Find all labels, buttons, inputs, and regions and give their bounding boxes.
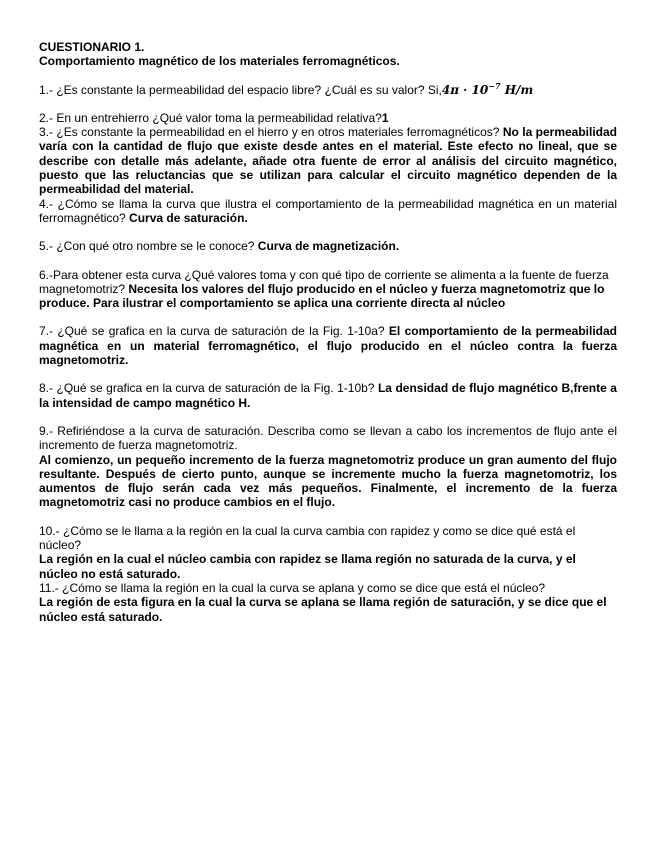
question-11: 11.- ¿Cómo se llama la región en la cual la curva se aplana y como se dice que está el núcleo? bbox=[39, 580, 546, 595]
question-2 bbox=[39, 111, 617, 125]
question-2-answer: 1 bbox=[381, 110, 389, 125]
permeability-formula bbox=[441, 80, 534, 97]
question-4-answer: Curva de saturación. bbox=[129, 210, 248, 225]
question-1-text: 1.- ¿Es constante la permeabilidad del espacio libre? ¿Cuál es su valor? Si, bbox=[39, 82, 442, 97]
question-4 bbox=[39, 197, 617, 226]
formula-exponent: −7 bbox=[488, 80, 501, 91]
question-3-text: 3.- ¿Es constante la permeabilidad en el hierro y en otros materiales ferromagnéticos? bbox=[39, 125, 503, 140]
question-8-text: 8.- ¿Qué se grafica en la curva de saturación de la Fig. 1-10b? bbox=[39, 381, 378, 396]
formula-unit: H/m bbox=[504, 82, 534, 97]
question-10-answer: La región en la cual el núcleo cambia con rapidez se llama región no saturada de la curva, y el núcleo no está saturado. bbox=[39, 552, 576, 581]
question-9-answer: Al comienzo, un pequeño incremento de la fuerza magnetomotriz produce un gran aumento del flujo resultante. Después de cierto punto, aunque se incremente mucho la fuerza magnetomotriz, los aumentos de flujo serán cada vez más pequeños. Finalmente, el incremento de la fuerza magnetomotriz casi no produce cambios en el flujo. bbox=[39, 452, 617, 510]
question-4-text: 4.- ¿Cómo se llama la curva que ilustra el comportamiento de la permeabilidad magnética en un material ferromagnético? bbox=[39, 196, 617, 225]
question-8 bbox=[39, 381, 617, 410]
question-8-answer: La densidad de flujo magnético B,frente a la intensidad de campo magnético H. bbox=[39, 381, 617, 410]
formula-base: 4π · 10 bbox=[441, 82, 489, 97]
document-body bbox=[39, 40, 617, 624]
question-10: 10.- ¿Cómo se le llama a la región en la cual la curva cambia con rapidez y como se dice qué está el núcleo? bbox=[39, 523, 576, 553]
question-5-text: 5.- ¿Con qué otro nombre se le conoce? bbox=[39, 239, 258, 254]
document-subtitle: Comportamiento magnético de los materiales ferromagnéticos. bbox=[39, 54, 400, 69]
question-3 bbox=[39, 125, 617, 196]
question-7-text: 7.- ¿Qué se grafica en la curva de saturación de la Fig. 1-10a? bbox=[39, 324, 389, 339]
question-7 bbox=[39, 324, 617, 367]
question-11-answer: La región de esta figura en la cual la curva se aplana se llama región de saturación, y se dice que el núcleo está saturado. bbox=[39, 595, 607, 624]
question-1 bbox=[39, 80, 617, 97]
question-6-answer: Necesita los valores del flujo producido en el núcleo y fuerza magnetomotriz que lo produce. Para ilustrar el comportamiento se aplica una corriente directa al núcleo bbox=[39, 281, 605, 311]
question-7-answer: El comportamiento de la permeabilidad magnética en un material ferromagnético, el flujo producido en el núcleo contra la fuerza magnetomotriz. bbox=[39, 324, 617, 368]
question-6 bbox=[39, 268, 617, 311]
question-6-text: 6.-Para obtener esta curva ¿Qué valores toma y con qué tipo de corriente se alimenta a la fuente de fuerza magnetomotriz? bbox=[39, 267, 609, 296]
question-5-answer: Curva de magnetización. bbox=[257, 239, 400, 254]
question-5 bbox=[39, 239, 617, 253]
question-9: 9.- Refiriéndose a la curva de saturación. Describa como se llevan a cabo los incrementos de flujo ante el incremento de fuerza magnetomotriz. bbox=[39, 423, 617, 453]
document-title: CUESTIONARIO 1. bbox=[39, 40, 145, 54]
question-2-text: 2.- En un entrehierro ¿Qué valor toma la permeabilidad relativa? bbox=[39, 110, 382, 125]
question-3-answer: No la permeabilidad varía con la cantidad de flujo que existe desde antes en el material. Este efecto no lineal, que se describe con detalle más adelante, añade otra fuente de error al análisis del circuito magnético, puesto que las reluctancias que se utilizan para calcular el circuito magnético dependen de la permeabilidad del material. bbox=[39, 125, 617, 197]
